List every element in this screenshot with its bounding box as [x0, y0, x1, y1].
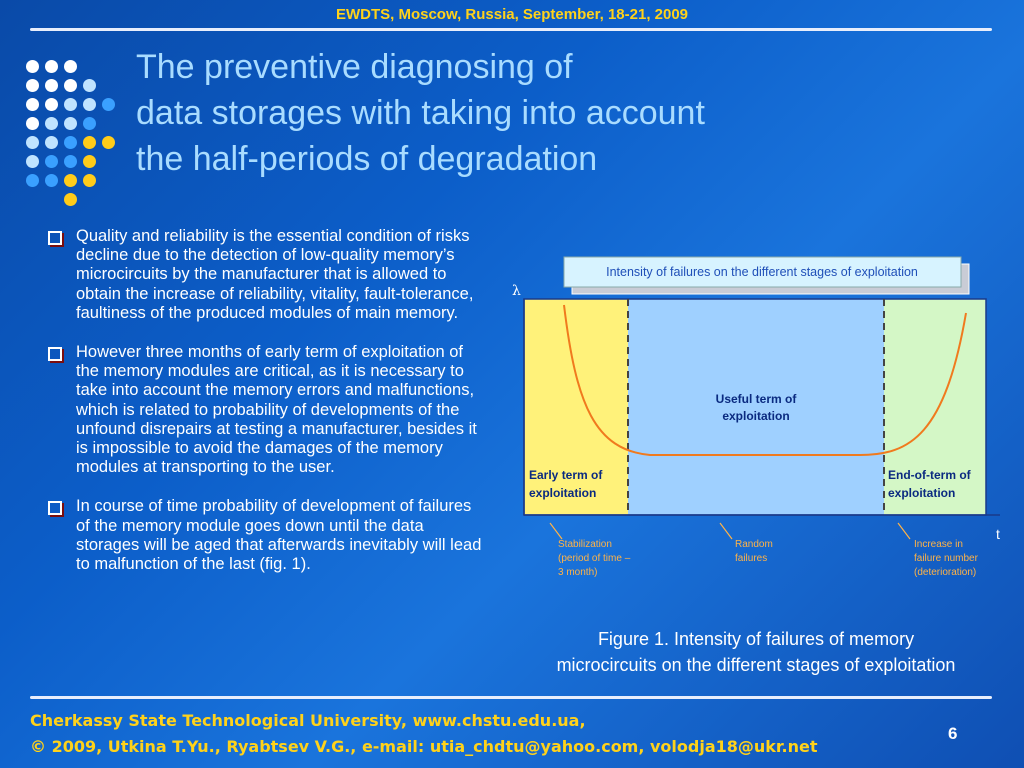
annotation-arrow-3 — [898, 523, 910, 539]
x-axis-label: t — [996, 526, 1000, 542]
decorative-dot — [45, 174, 58, 187]
square-bullet-icon — [48, 231, 62, 245]
chart-title: Intensity of failures on the different stages of exploitation — [606, 265, 918, 279]
region-early — [524, 299, 628, 515]
decorative-dot — [26, 136, 39, 149]
annotation-3-line-2: failure number — [914, 553, 978, 564]
annotation-1-line-3: 3 month) — [558, 567, 598, 578]
caption-line-1: Figure 1. Intensity of failures of memory — [597, 629, 915, 649]
decorative-dot — [64, 79, 77, 92]
decorative-dot — [45, 155, 58, 168]
annotation-3-line-3: (deterioration) — [914, 567, 977, 578]
bullet-item — [44, 343, 484, 477]
region-label-useful-2: exploitation — [722, 409, 790, 423]
decorative-dot — [102, 136, 115, 149]
decorative-dot — [64, 155, 77, 168]
region-label-end-1: End-of-term of — [888, 468, 971, 482]
decorative-dot — [26, 79, 39, 92]
annotation-arrow-1 — [550, 523, 562, 539]
figure-caption — [498, 626, 1014, 678]
annotation-2-line-2: failures — [735, 553, 768, 564]
annotation-1-line-1: Stabilization — [558, 539, 612, 550]
decorative-dot — [26, 98, 39, 111]
conference-header: EWDTS, Moscow, Russia, September, 18-21, 2009 — [335, 6, 689, 23]
region-useful — [628, 299, 884, 515]
title-line-3: the half-periods of degradation — [136, 140, 598, 178]
annotation-2-line-1: Random — [735, 539, 773, 550]
decorative-dot — [45, 79, 58, 92]
decorative-dot — [26, 155, 39, 168]
square-bullet-icon — [48, 501, 62, 515]
footer-authors: © 2009, Utkina T.Yu., Ryabtsev V.G., e-mail: utia_chdtu@yahoo.com, volodja18@ukr.net — [30, 737, 818, 756]
annotation-3-line-1: Increase in — [914, 539, 963, 550]
bottom-divider — [30, 696, 992, 699]
bullet-list — [44, 227, 484, 594]
footer — [30, 708, 818, 760]
decorative-dot — [64, 98, 77, 111]
y-axis-label: λ — [512, 283, 521, 299]
caption-line-2: microcircuits on the different stages of exploitation — [556, 655, 956, 675]
decorative-dot — [83, 174, 96, 187]
footer-university: Cherkassy State Technological University, www.chstu.edu.ua, — [30, 711, 586, 730]
region-label-early-2: exploitation — [529, 486, 597, 500]
slide-title — [136, 44, 705, 182]
annotation-1-line-2: (period of time – — [558, 553, 631, 564]
decorative-dot — [64, 193, 77, 206]
decorative-dot — [45, 60, 58, 73]
bullet-text: However three months of early term of exploitation of the memory modules are critical, as it is necessary to take into account the memory errors and malfunctions, which is related to probability of developments of the unfound disrepairs at testing a manufacturer, besides it is impossible to avoid the damages of the memory modules at transporting to the user. — [76, 343, 477, 477]
bullet-item — [44, 497, 484, 574]
decorative-dot — [83, 117, 96, 130]
decorative-dot — [64, 60, 77, 73]
decorative-dot — [26, 174, 39, 187]
page-number: 6 — [948, 724, 958, 743]
bullet-item — [44, 227, 484, 323]
decorative-dot — [102, 98, 115, 111]
chart-svg — [500, 255, 1020, 585]
decorative-dot — [83, 98, 96, 111]
region-label-early-1: Early term of — [529, 468, 603, 482]
decorative-dot — [64, 117, 77, 130]
decorative-dot — [26, 60, 39, 73]
decorative-dot — [45, 136, 58, 149]
title-line-1: The preventive diagnosing of — [136, 48, 573, 86]
decorative-dots — [26, 60, 126, 210]
decorative-dot — [26, 117, 39, 130]
decorative-dot — [83, 136, 96, 149]
decorative-dot — [45, 117, 58, 130]
square-bullet-icon — [48, 347, 62, 361]
bullet-text: Quality and reliability is the essential condition of risks decline due to the detection of low-quality memory’s microcircuits by the manufacturer that is allowed to obtain the increase of reliability, vitality, fault-tolerance, faultiness of the produced modules of main memory. — [76, 227, 474, 322]
decorative-dot — [64, 136, 77, 149]
bullet-text: In course of time probability of development of failures of the memory module goes down until the data storages will be aged that afterwards inevitably will lead to malfunction of the last (fig. 1). — [76, 497, 482, 574]
decorative-dot — [83, 155, 96, 168]
title-line-2: data storages with taking into account — [136, 94, 705, 132]
failure-intensity-chart — [500, 255, 1020, 585]
region-label-end-2: exploitation — [888, 486, 956, 500]
annotation-arrow-2 — [720, 523, 732, 539]
top-divider — [30, 28, 992, 31]
decorative-dot — [83, 79, 96, 92]
decorative-dot — [45, 98, 58, 111]
region-end — [884, 299, 986, 515]
decorative-dot — [64, 174, 77, 187]
region-label-useful-1: Useful term of — [715, 392, 797, 406]
